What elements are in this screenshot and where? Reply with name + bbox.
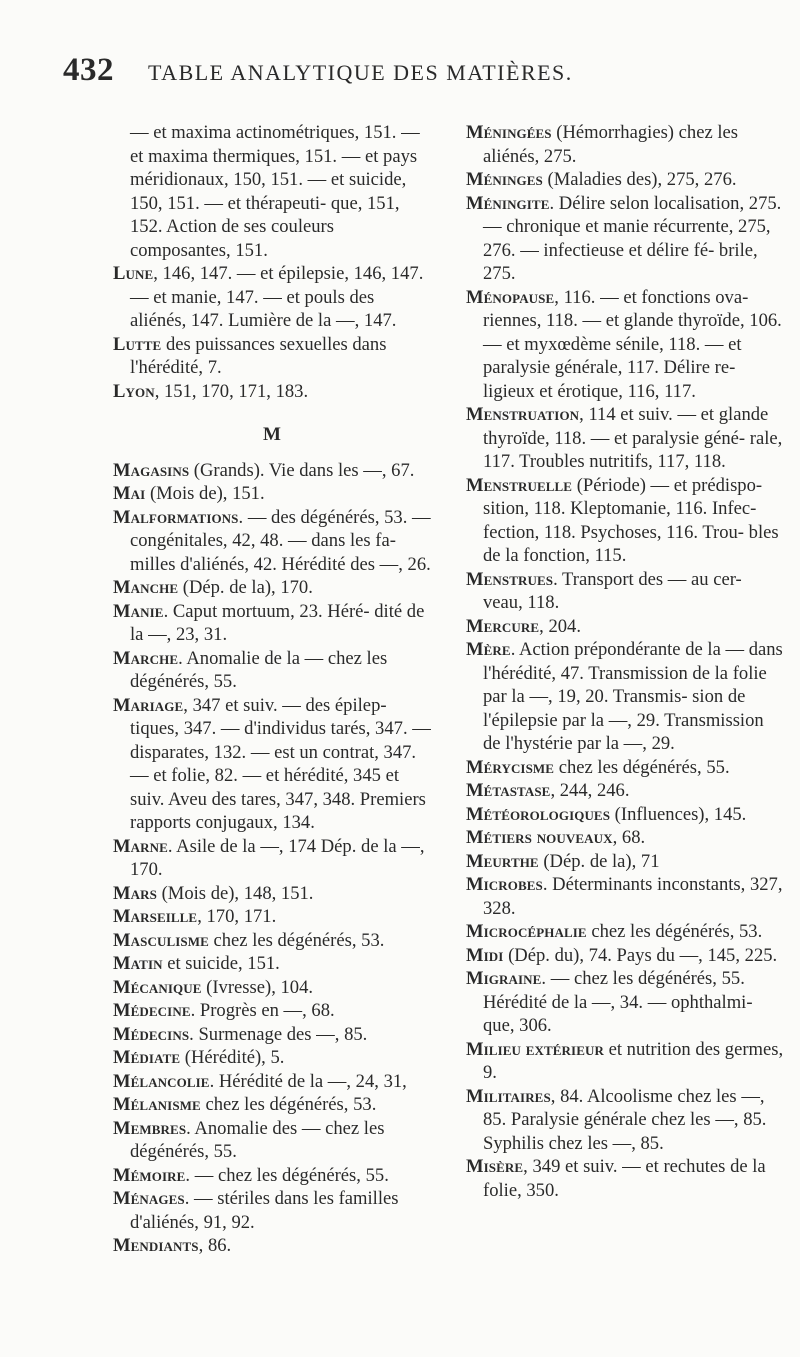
index-references: . Anomalie de la — chez les dégénérés, 55. bbox=[130, 647, 388, 692]
index-references: , 151, 170, 171, 183. bbox=[154, 380, 309, 402]
index-entry bbox=[113, 976, 431, 1000]
index-references: , 146, 147. — et épilepsie, 146, 147. — et manie, 147. — et pouls des aliénés, 147. Lumière de la —, 147. bbox=[130, 263, 424, 331]
index-references: . Asile de la —, 174 Dép. de la —, 170. bbox=[130, 835, 425, 880]
index-headword: Médiate bbox=[113, 1047, 181, 1068]
index-entry bbox=[113, 1023, 431, 1047]
left-column bbox=[113, 121, 431, 1258]
index-entry bbox=[113, 600, 431, 647]
index-headword: Lutte bbox=[113, 333, 162, 355]
index-headword: Microbes bbox=[466, 874, 543, 895]
index-headword: Métiers nouveaux bbox=[466, 827, 613, 848]
index-references: (Influences), 145. bbox=[610, 803, 747, 825]
index-headword: Méningées bbox=[466, 122, 552, 143]
index-references: chez les dégénérés, 53. bbox=[586, 921, 763, 942]
index-references: . Caput mortuum, 23. Héré- dité de la —, 23, 31. bbox=[130, 600, 425, 645]
index-references: chez les dégénérés, 55. bbox=[554, 756, 730, 778]
index-references: . Anomalie des — chez les dégénérés, 55. bbox=[130, 1117, 385, 1162]
index-references: (Grands). Vie dans les —, 67. bbox=[189, 459, 415, 481]
index-entry bbox=[466, 920, 784, 944]
index-references: . Transport des — au cer- veau, 118. bbox=[483, 568, 742, 613]
index-references: chez les dégénérés, 53. bbox=[208, 929, 385, 951]
index-references: (Dép. du), 74. Pays du —, 145, 225. bbox=[503, 944, 778, 966]
index-entry bbox=[113, 1117, 431, 1164]
index-entry bbox=[113, 1234, 431, 1258]
index-references: (Maladies des), 275, 276. bbox=[542, 169, 737, 190]
index-entry bbox=[466, 779, 784, 803]
index-entry bbox=[466, 826, 784, 850]
index-headword: Ménages bbox=[113, 1188, 185, 1209]
index-entry bbox=[113, 333, 431, 380]
index-entry bbox=[113, 647, 431, 694]
index-headword: Menstrues bbox=[466, 568, 554, 590]
index-references: (Hémorrhagies) chez les aliénés, 275. bbox=[483, 122, 739, 167]
index-entry bbox=[113, 576, 431, 600]
index-headword: Misère bbox=[466, 1156, 524, 1177]
index-headword: Marche bbox=[113, 647, 179, 669]
index-headword: Mère bbox=[466, 639, 511, 660]
index-entry bbox=[466, 168, 784, 192]
index-entry bbox=[466, 850, 784, 874]
index-entry bbox=[466, 615, 784, 639]
index-headword: Menstruelle bbox=[466, 474, 573, 496]
index-headword: Médecins bbox=[113, 1023, 190, 1045]
index-headword: Lyon bbox=[113, 380, 155, 402]
page-header bbox=[63, 52, 723, 92]
index-entry bbox=[113, 882, 431, 906]
index-entry bbox=[113, 1070, 431, 1094]
index-references: (Mois de), 151. bbox=[145, 483, 265, 504]
index-headword: Militaires bbox=[466, 1085, 551, 1107]
index-references: , 170, 171. bbox=[197, 906, 277, 927]
index-references: . Progrès en —, 68. bbox=[190, 1000, 335, 1021]
index-headword: Marseille bbox=[113, 906, 198, 927]
index-references: (Mois de), 148, 151. bbox=[156, 882, 314, 904]
index-references: — et maxima actinométriques, 151. — et maxima thermiques, 151. — et pays méridionaux, 150, 151. — et suicide, 150, 151. — et thérapeuti- que, 151, 152. Action de ses couleurs composantes, 151. bbox=[130, 122, 420, 261]
index-headword: Mendiants bbox=[113, 1235, 199, 1256]
index-references: . Délire selon localisation, 275. — chronique et manie récurrente, 275, 276. — infectieuse et délire fé- brile, 275. bbox=[483, 192, 782, 284]
index-headword: Meurthe bbox=[466, 850, 539, 872]
index-entry bbox=[113, 262, 431, 333]
index-entry bbox=[466, 568, 784, 615]
index-references: (Dép. de la), 170. bbox=[178, 577, 313, 598]
index-references: . — chez les dégénérés, 55. Hérédité de la —, 34. — ophthalmi- que, 306. bbox=[483, 968, 753, 1036]
index-entry bbox=[113, 835, 431, 882]
index-entry bbox=[113, 459, 431, 483]
index-headword: Métastase bbox=[466, 780, 551, 801]
index-references: (Dép. de la), 71 bbox=[538, 850, 660, 872]
index-references: , 114 et suiv. — et glande thyroïde, 118. — et paralysie géné- rale, 117. Troubles nutritifs, 117, 118. bbox=[483, 404, 783, 472]
index-headword: Mercure bbox=[466, 615, 540, 637]
index-headword: Mémoire bbox=[113, 1164, 186, 1186]
index-entry bbox=[466, 967, 784, 1038]
index-entry bbox=[113, 121, 431, 262]
index-entry bbox=[113, 999, 431, 1023]
index-entry bbox=[466, 1085, 784, 1156]
index-headword: Mariage bbox=[113, 694, 184, 716]
index-references: . Hérédité de la —, 24, 31, bbox=[209, 1070, 407, 1092]
index-headword: Méningite bbox=[466, 192, 550, 214]
index-entry bbox=[113, 1046, 431, 1070]
right-column bbox=[466, 121, 784, 1202]
index-references: , 204. bbox=[539, 615, 581, 637]
index-entry bbox=[113, 506, 431, 577]
index-entry bbox=[466, 192, 784, 286]
index-references: des puissances sexuelles dans l'hérédité, 7. bbox=[130, 333, 387, 378]
index-headword: Matin bbox=[113, 953, 163, 974]
index-references: . — chez les dégénérés, 55. bbox=[185, 1164, 389, 1186]
index-entry bbox=[466, 873, 784, 920]
index-entry bbox=[113, 694, 431, 835]
index-headword: Méninges bbox=[466, 169, 543, 190]
index-headword: Mélanisme bbox=[113, 1094, 201, 1115]
index-references: chez les dégénérés, 53. bbox=[200, 1094, 377, 1115]
index-entry bbox=[466, 1155, 784, 1202]
index-entry bbox=[113, 952, 431, 976]
running-title: TABLE ANALYTIQUE DES MATIÈRES. bbox=[148, 60, 573, 85]
index-entry bbox=[466, 944, 784, 968]
index-references: (Hérédité), 5. bbox=[180, 1047, 285, 1068]
index-headword: Mars bbox=[113, 882, 157, 904]
index-references: , 349 et suiv. — et rechutes de la folie, 350. bbox=[483, 1156, 766, 1201]
index-headword: Médecine bbox=[113, 1000, 191, 1021]
index-references: et suicide, 151. bbox=[162, 953, 280, 974]
index-entry bbox=[113, 905, 431, 929]
index-headword: Mérycisme bbox=[466, 756, 555, 778]
index-references: , 116. — et fonctions ova- riennes, 118. — et glande thyroïde, 106. — et myxœdème sénile, 118. — et paralysie générale, 117. Délire re- ligieux et érotique, 116, 117. bbox=[483, 286, 782, 402]
index-references: , 347 et suiv. — des épilep- tiques, 347. — d'individus tarés, 347. — disparates, 132. — est un contrat, 347. — et folie, 82. — et hérédité, 345 et suiv. Aveu des tares, 347, 348. Premiers rapports conjugaux, 134. bbox=[130, 694, 431, 833]
index-entry bbox=[113, 380, 431, 404]
index-headword: Manche bbox=[113, 577, 179, 598]
index-headword: Lune bbox=[113, 263, 154, 284]
index-headword: Mai bbox=[113, 483, 146, 504]
index-entry bbox=[466, 286, 784, 404]
index-entry bbox=[466, 474, 784, 568]
index-entry bbox=[113, 1093, 431, 1117]
index-headword: Magasins bbox=[113, 459, 190, 481]
index-entry bbox=[466, 756, 784, 780]
index-headword: Microcéphalie bbox=[466, 921, 587, 942]
index-references: , 84. Alcoolisme chez les —, 85. Paralysie générale chez les —, 85. Syphilis chez les —, 85. bbox=[483, 1085, 767, 1154]
index-headword: Marne bbox=[113, 835, 168, 857]
index-headword: Malformations bbox=[113, 506, 239, 528]
index-headword: Midi bbox=[466, 944, 504, 966]
index-references: . — des dégénérés, 53. — congénitales, 42, 48. — dans les fa- milles d'aliénés, 42. Hérédité des —, 26. bbox=[130, 506, 431, 575]
index-headword: Milieu extérieur bbox=[466, 1038, 604, 1060]
index-entry bbox=[113, 1164, 431, 1188]
index-headword: Menstruation bbox=[466, 404, 580, 425]
index-headword: Météorologiques bbox=[466, 803, 611, 825]
index-references: , 68. bbox=[612, 827, 646, 848]
index-entry bbox=[113, 929, 431, 953]
index-headword: Mélancolie bbox=[113, 1070, 210, 1092]
page-number: 432 bbox=[63, 52, 114, 88]
section-letter: M bbox=[263, 424, 281, 445]
index-entry bbox=[466, 1038, 784, 1085]
index-entry bbox=[113, 482, 431, 506]
index-references: et nutrition des germes, 9. bbox=[483, 1038, 784, 1083]
index-entry bbox=[466, 403, 784, 474]
index-entry bbox=[466, 121, 784, 168]
index-headword: Mécanique bbox=[113, 976, 202, 998]
index-references: , 244, 246. bbox=[550, 780, 630, 801]
index-headword: Membres bbox=[113, 1117, 187, 1139]
index-references: , 86. bbox=[198, 1235, 232, 1256]
index-references: . Surmenage des —, 85. bbox=[189, 1023, 368, 1045]
index-headword: Manie bbox=[113, 600, 164, 622]
index-references: (Ivresse), 104. bbox=[201, 976, 314, 998]
index-references: (Période) — et prédispo- sition, 118. Kleptomanie, 116. Infec- fection, 118. Psychoses, 116. Trou- bles de la fonction, 115. bbox=[483, 474, 779, 566]
index-entry bbox=[113, 1187, 431, 1234]
index-entry bbox=[466, 638, 784, 756]
index-references: . — stériles dans les familles d'aliénés, 91, 92. bbox=[130, 1188, 399, 1233]
index-entry bbox=[466, 803, 784, 827]
index-headword: Migraine bbox=[466, 968, 542, 989]
index-headword: Ménopause bbox=[466, 286, 555, 308]
index-references: . Action prépondérante de la — dans l'hérédité, 47. Transmission de la folie par la —, 19, 20. Transmis- sion de l'épilepsie par la —, 29. Transmission de l'hystérie par la —, 29. bbox=[483, 639, 783, 754]
index-references: . Déterminants inconstants, 327, 328. bbox=[483, 874, 783, 919]
index-headword: Masculisme bbox=[113, 929, 209, 951]
